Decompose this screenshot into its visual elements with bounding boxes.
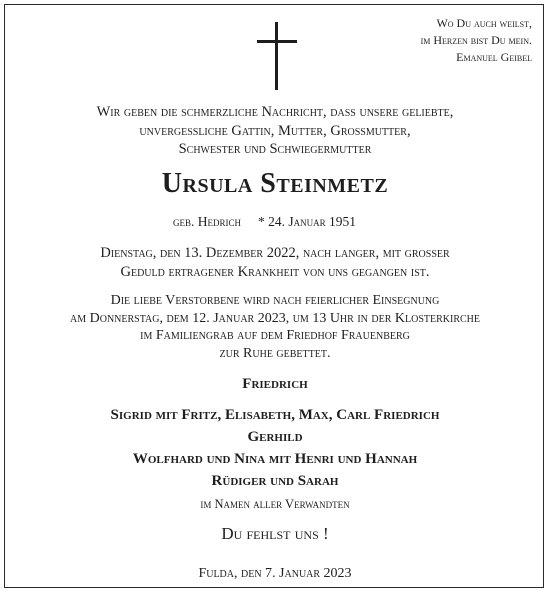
- death-line: Geduld ertragener Krankheit von uns gegangen ist.: [120, 263, 430, 280]
- intro-text: [0, 103, 550, 159]
- funeral-line: zur Ruhe gebettet.: [219, 345, 331, 361]
- place-date: Fulda, den 7. Januar 2023: [198, 566, 352, 581]
- intro-line: Wir geben die schmerzliche Nachricht, dass unsere geliebte,: [96, 104, 454, 120]
- deceased-name: Ursula Steinmetz: [161, 168, 389, 199]
- quote-line: im Herzen bist Du mein.: [420, 33, 532, 47]
- mourner-family: [0, 404, 550, 492]
- maiden-name: geb. Hedrich: [173, 214, 241, 229]
- epigraph-quote: [421, 15, 532, 66]
- death-line: Dienstag, den 13. Dezember 2022, nach langer, mit großer: [100, 245, 450, 261]
- latin-cross-icon: [257, 22, 297, 90]
- family-line: Sigrid mit Fritz, Elisabeth, Max, Carl Friedrich: [110, 407, 440, 423]
- intro-line: unvergessliche Gattin, Mutter, Großmutter,: [139, 122, 411, 139]
- family-line: Gerhild: [247, 429, 303, 445]
- relatives-note: im Namen aller Verwandten: [200, 497, 350, 511]
- funeral-line: im Familiengrab auf dem Friedhof Frauenberg: [140, 328, 410, 343]
- family-line: Wolfhard und Nina mit Henri und Hannah: [132, 451, 418, 467]
- quote-author: Emanuel Geibel: [456, 50, 532, 64]
- closing-line: Du fehlst uns !: [221, 524, 329, 543]
- death-notice: [0, 244, 550, 281]
- family-line: Rüdiger und Sarah: [211, 473, 339, 489]
- funeral-details: [0, 292, 550, 362]
- mourner-husband: Friedrich: [242, 376, 308, 392]
- funeral-line: Die liebe Verstorbene wird nach feierlicher Einsegnung: [110, 293, 440, 308]
- birth-date: * 24. Januar 1951: [258, 214, 357, 229]
- quote-line: Wo Du auch weilst,: [436, 16, 532, 30]
- funeral-line: am Donnerstag, dem 12. Januar 2023, um 13 Uhr in der Klosterkirche: [70, 310, 480, 326]
- intro-line: Schwester und Schwiegermutter: [178, 141, 372, 157]
